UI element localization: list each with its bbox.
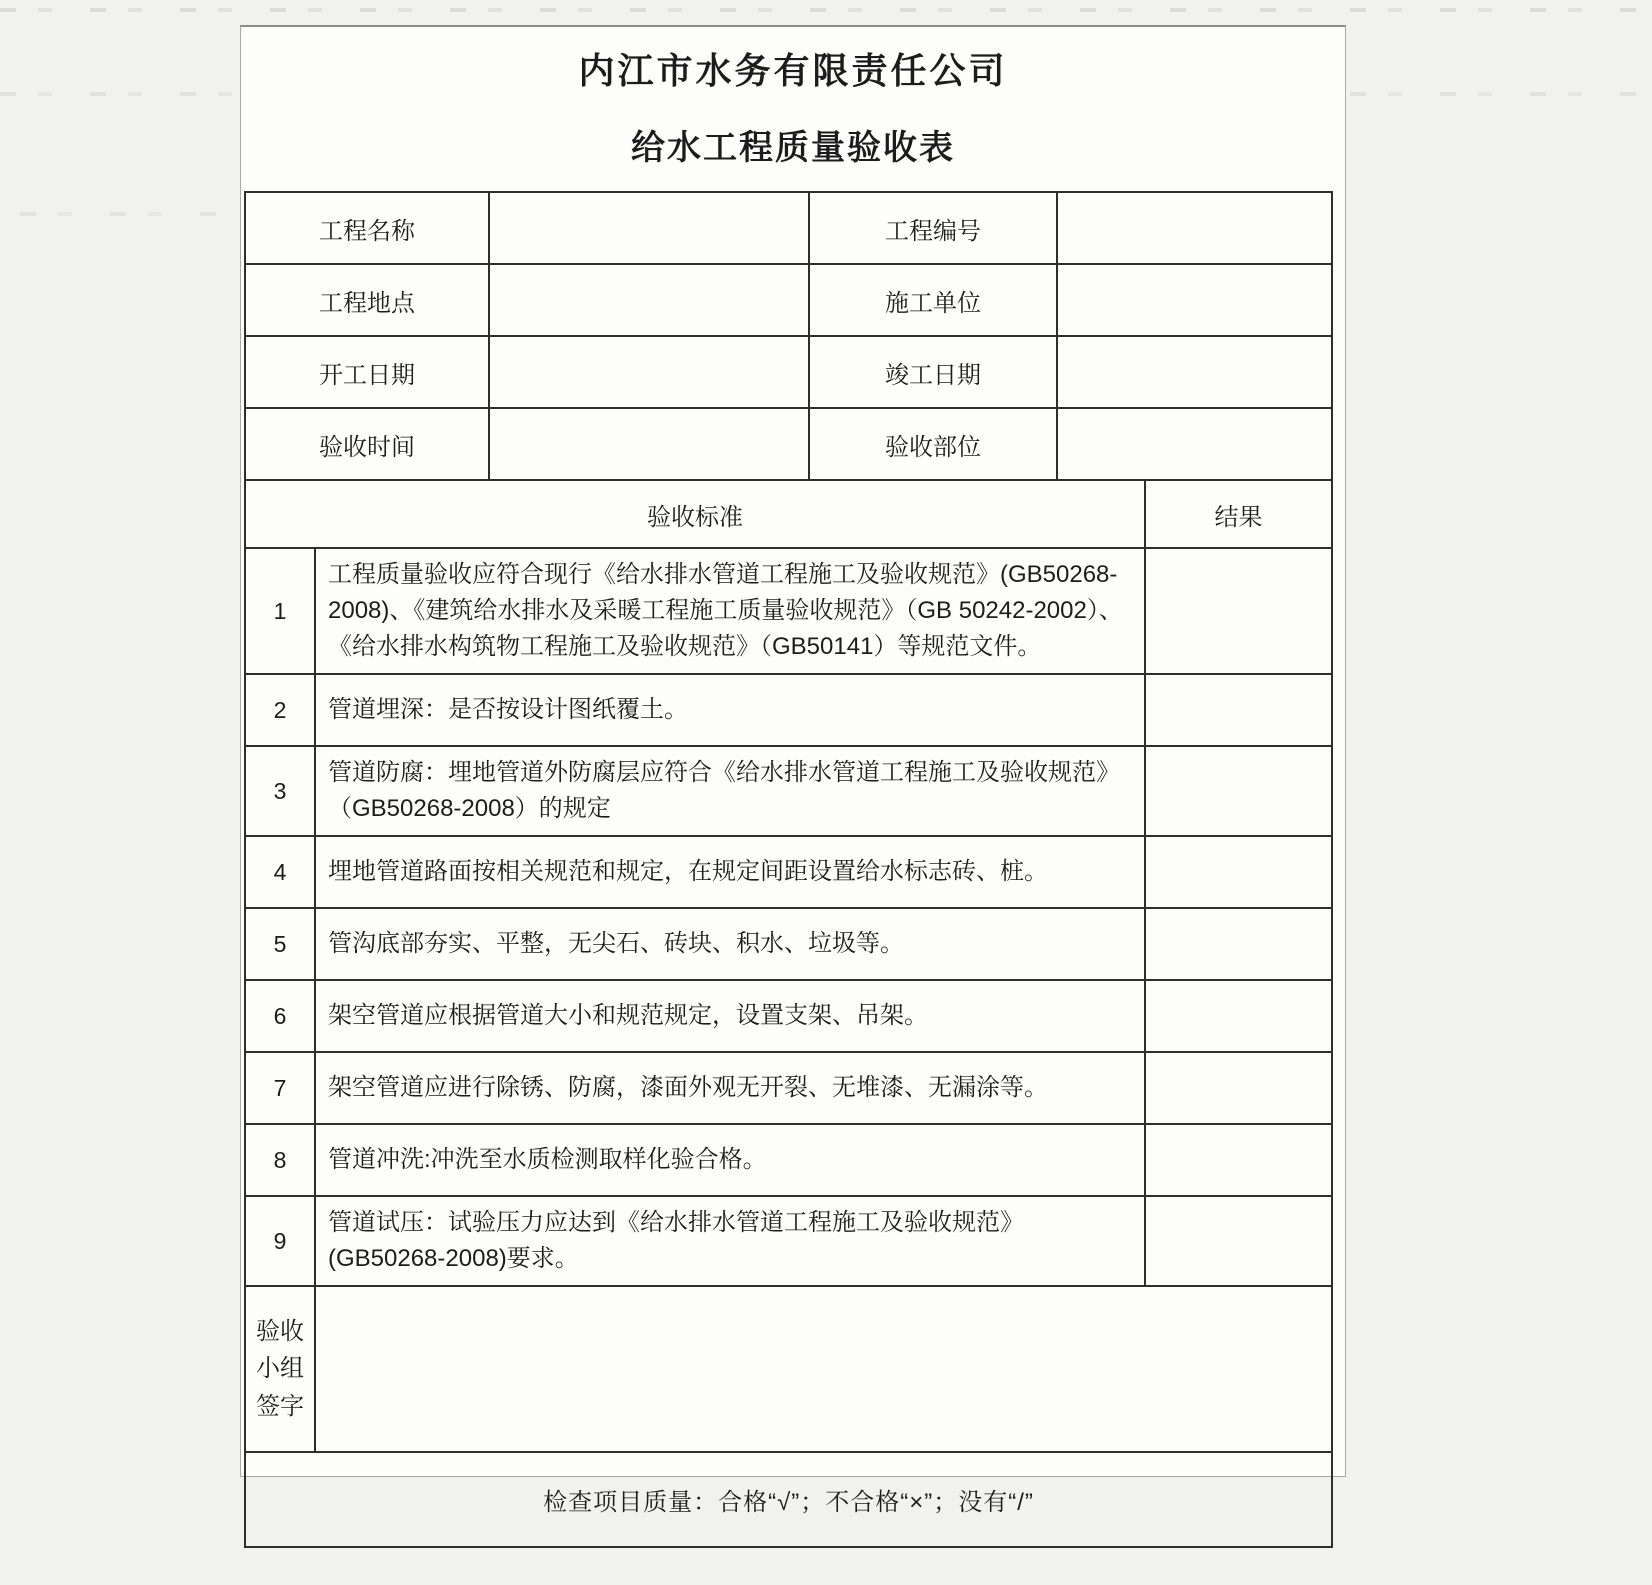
- standard-result-cell: [1145, 908, 1332, 980]
- construction-unit-label: 施工单位: [809, 264, 1057, 336]
- signature-group-label: 验收小组签字: [245, 1286, 315, 1452]
- info-row-name-number: [245, 192, 1332, 264]
- acceptance-part-value: [1057, 408, 1332, 480]
- form-title: 给水工程质量验收表: [631, 129, 955, 167]
- start-date-label: 开工日期: [245, 336, 489, 408]
- standards-header-row: [245, 480, 1332, 548]
- standard-result-cell: [1145, 1124, 1332, 1196]
- completion-date-value: [1057, 336, 1332, 408]
- standard-text: 架空管道应根据管道大小和规范规定，设置支架、吊架。: [315, 980, 1145, 1052]
- standard-row-3: [245, 746, 1332, 836]
- construction-unit-value: [1057, 264, 1332, 336]
- result-header-label: 结果: [1145, 480, 1332, 548]
- start-date-value: [489, 336, 809, 408]
- quality-legend: 检查项目质量：合格“√”；不合格“×”；没有“/”: [245, 1452, 1332, 1547]
- signature-area: [315, 1286, 1332, 1452]
- standard-number: 2: [245, 674, 315, 746]
- project-info-table: [244, 191, 1333, 481]
- standard-text: 管沟底部夯实、平整，无尖石、砖块、积水、垃圾等。: [315, 908, 1145, 980]
- standard-text: 管道防腐：埋地管道外防腐层应符合《给水排水管道工程施工及验收规范》（GB50268-2008）的规定: [315, 746, 1145, 836]
- project-number-label: 工程编号: [809, 192, 1057, 264]
- legend-row: [245, 1452, 1332, 1547]
- info-row-dates: [245, 336, 1332, 408]
- standard-number: 1: [245, 548, 315, 674]
- standard-row-8: [245, 1124, 1332, 1196]
- standard-result-cell: [1145, 1052, 1332, 1124]
- standards-header-label: 验收标准: [245, 480, 1145, 548]
- standard-text: 管道试压：试验压力应达到《给水排水管道工程施工及验收规范》(GB50268-2008)要求。: [315, 1196, 1145, 1286]
- standard-number: 7: [245, 1052, 315, 1124]
- acceptance-part-label: 验收部位: [809, 408, 1057, 480]
- standard-text: 埋地管道路面按相关规范和规定，在规定间距设置给水标志砖、桩。: [315, 836, 1145, 908]
- standard-number: 9: [245, 1196, 315, 1286]
- standard-text: 工程质量验收应符合现行《给水排水管道工程施工及验收规范》(GB50268-2008)、《建筑给水排水及采暖工程施工质量验收规范》（GB 50242-2002）、《给水排水构筑物工程施工及验收规范》（GB50141）等规范文件。: [315, 548, 1145, 674]
- standard-number: 5: [245, 908, 315, 980]
- acceptance-time-label: 验收时间: [245, 408, 489, 480]
- standard-row-6: [245, 980, 1332, 1052]
- standard-number: 6: [245, 980, 315, 1052]
- completion-date-label: 竣工日期: [809, 336, 1057, 408]
- project-name-value: [489, 192, 809, 264]
- standard-result-cell: [1145, 836, 1332, 908]
- standard-row-2: [245, 674, 1332, 746]
- standard-result-cell: [1145, 746, 1332, 836]
- standard-result-cell: [1145, 548, 1332, 674]
- company-title: 内江市水务有限责任公司: [578, 50, 1008, 91]
- acceptance-standards-table: [244, 479, 1333, 1548]
- standard-row-1: [245, 548, 1332, 674]
- acceptance-time-value: [489, 408, 809, 480]
- standard-row-7: [245, 1052, 1332, 1124]
- standard-text: 管道埋深：是否按设计图纸覆土。: [315, 674, 1145, 746]
- project-name-label: 工程名称: [245, 192, 489, 264]
- standard-number: 4: [245, 836, 315, 908]
- project-number-value: [1057, 192, 1332, 264]
- scan-artifact-left: [20, 212, 230, 216]
- standard-result-cell: [1145, 1196, 1332, 1286]
- standard-number: 3: [245, 746, 315, 836]
- standard-row-4: [245, 836, 1332, 908]
- standard-row-5: [245, 908, 1332, 980]
- scan-artifact-top: [0, 8, 1652, 12]
- info-row-location-contractor: [245, 264, 1332, 336]
- standard-result-cell: [1145, 980, 1332, 1052]
- scanned-form-page: [240, 25, 1346, 1516]
- standard-row-9: [245, 1196, 1332, 1286]
- project-location-label: 工程地点: [245, 264, 489, 336]
- standard-result-cell: [1145, 674, 1332, 746]
- standard-text: 架空管道应进行除锈、防腐，漆面外观无开裂、无堆漆、无漏涂等。: [315, 1052, 1145, 1124]
- project-location-value: [489, 264, 809, 336]
- standard-text: 管道冲洗:冲洗至水质检测取样化验合格。: [315, 1124, 1145, 1196]
- standard-number: 8: [245, 1124, 315, 1196]
- signature-row: [245, 1286, 1332, 1452]
- info-row-acceptance: [245, 408, 1332, 480]
